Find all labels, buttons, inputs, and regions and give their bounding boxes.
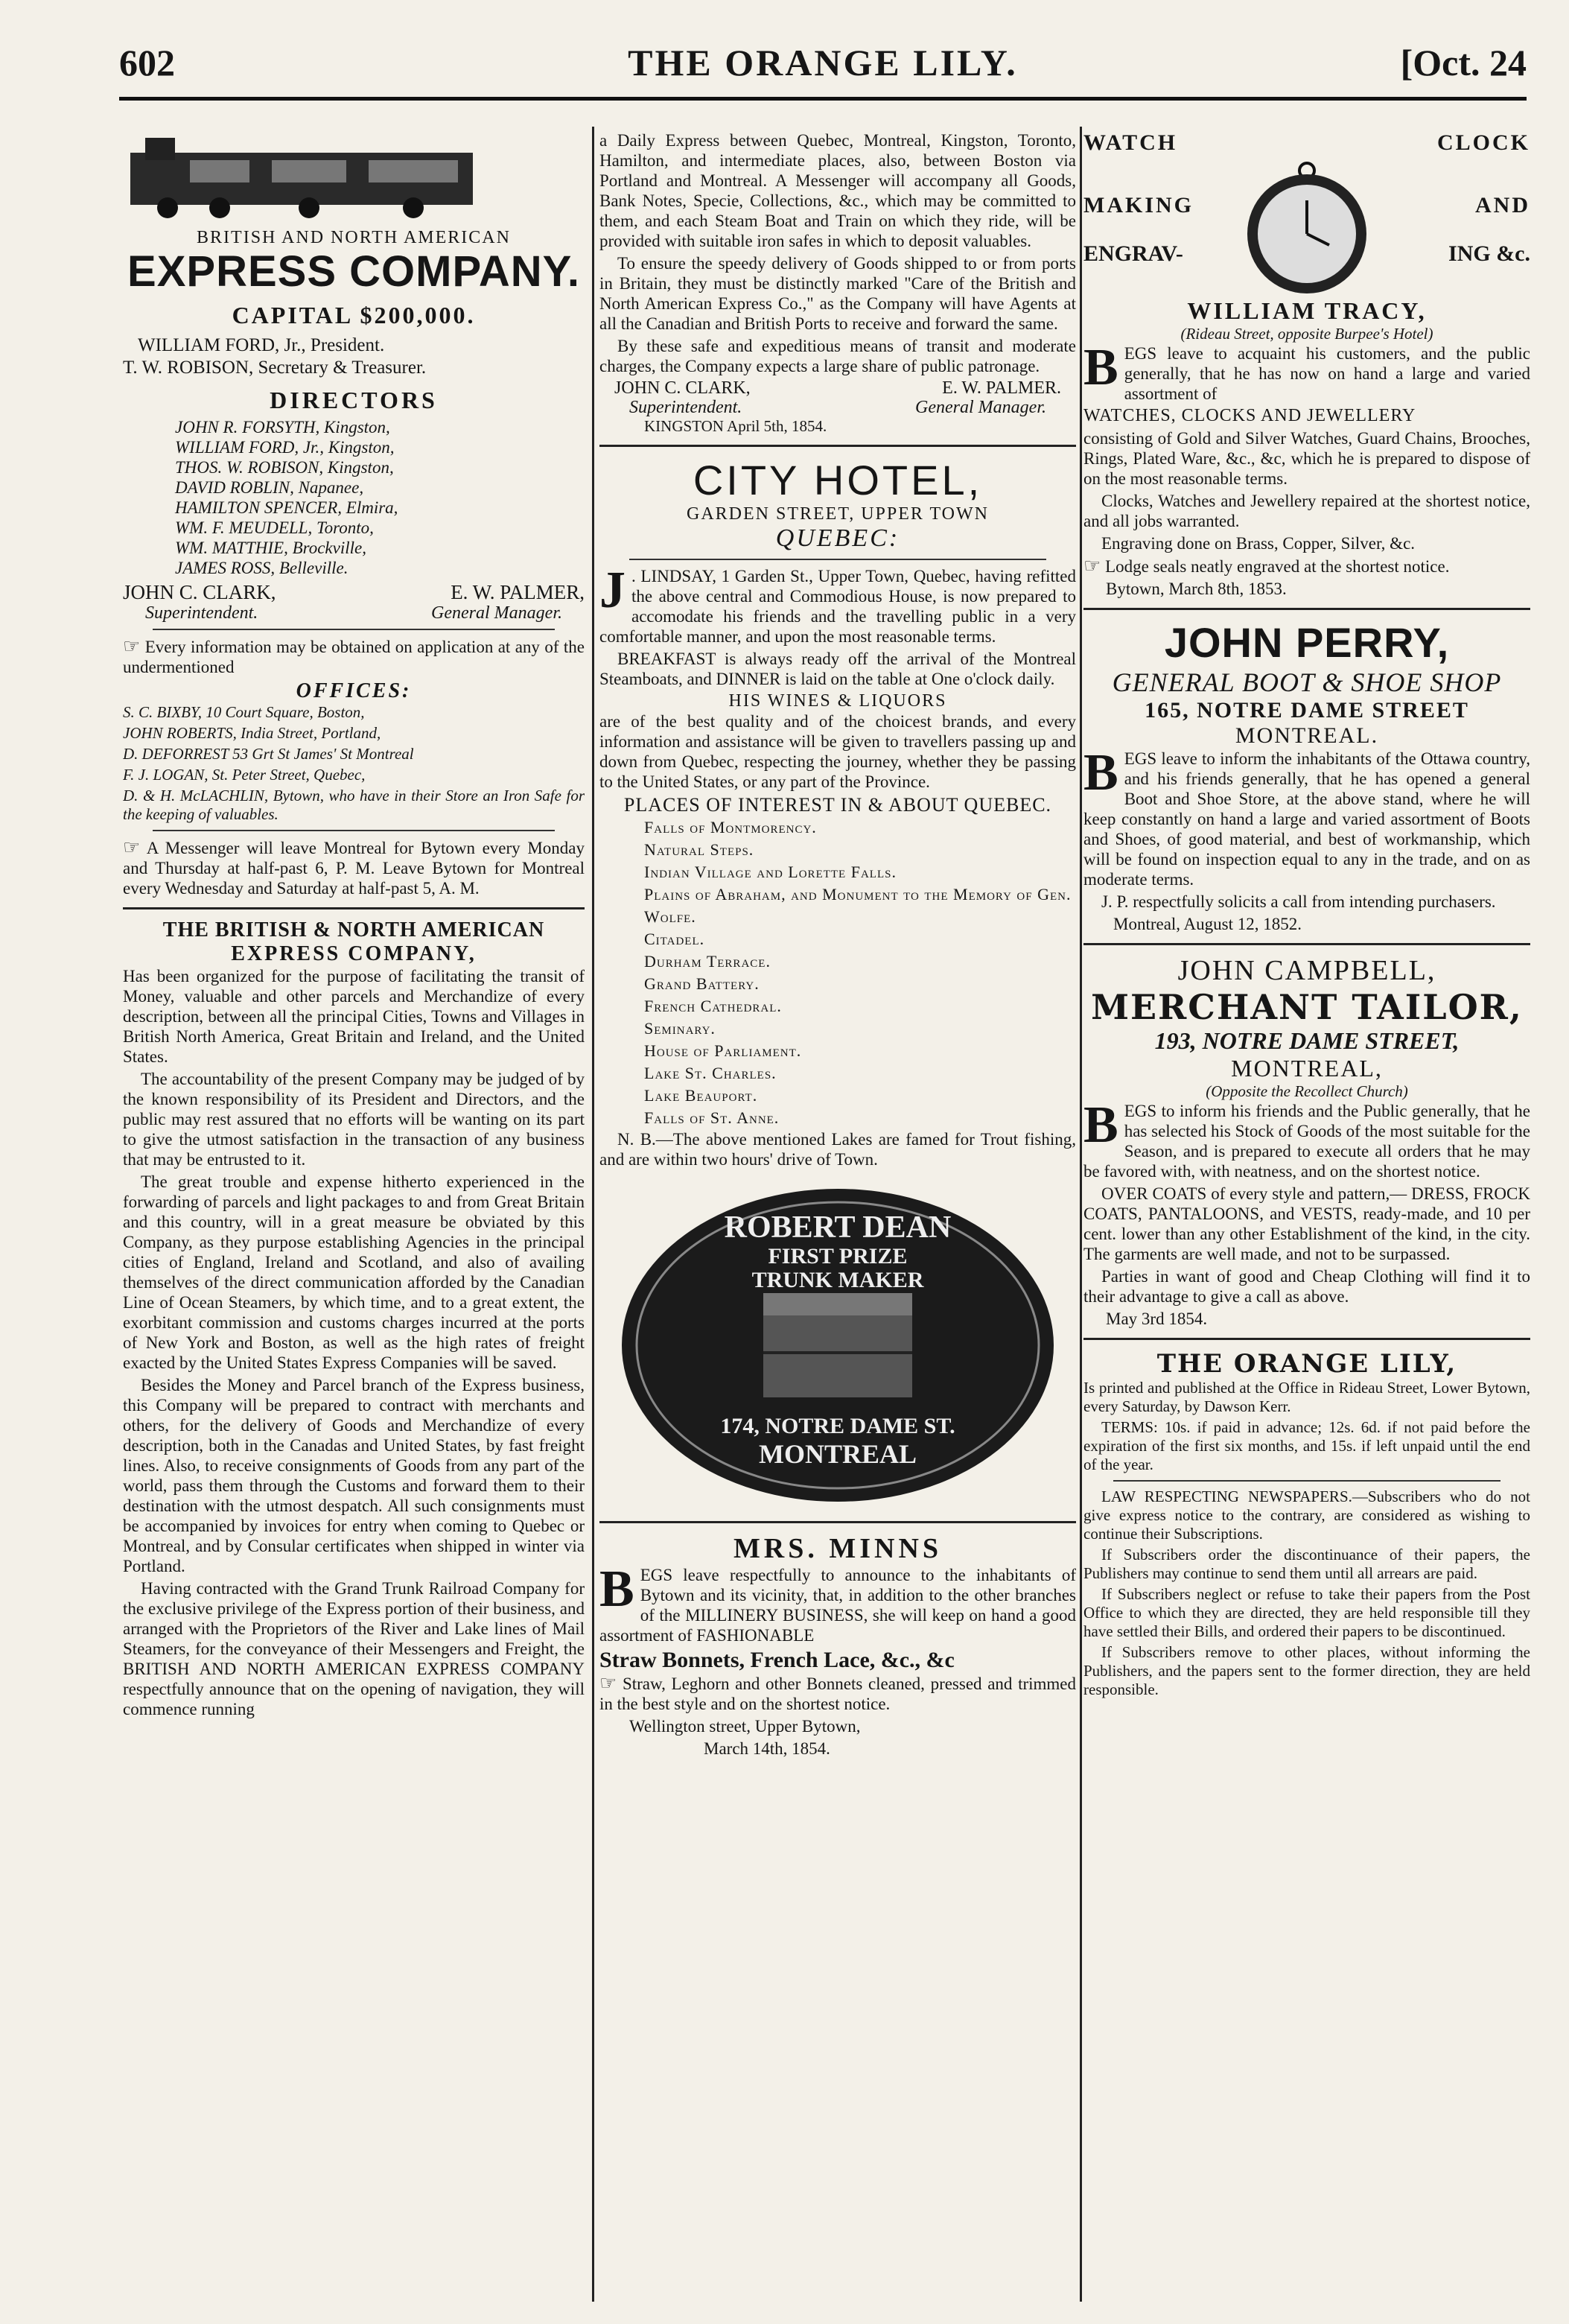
company-paragraph: Has been organized for the purpose of facilitating the transit of Money, valuable and other parcels and Merchandize of every description, between all the principal Cities, Towns and Villages in British North America, Great Britain and Ireland, and the United States. [123,967,585,1066]
officers-row [123,581,585,604]
campbell-trade: MERCHANT TAILOR, [1091,987,1523,1027]
section-rule [599,445,1076,447]
officers-titles [123,604,585,623]
place-item: Lake Beauport. [644,1086,758,1105]
campbell-city: MONTREAL, [1231,1055,1383,1082]
oval-line-2: FIRST PRIZE [768,1244,908,1269]
officer-left-title: Superintendent. [145,603,258,623]
office-item: D. DEFORREST 53 Grt St James' St Montreal [123,745,414,763]
perry-address: 165, NOTRE DAME STREET [1145,698,1469,723]
engrav-word: ENGRAV- [1083,241,1183,266]
info-body: Every information may be obtained on application at any of the undermentioned [123,638,585,676]
drop-cap: B [1083,339,1118,396]
tracy-name: WILLIAM TRACY, [1187,297,1427,324]
lily-paragraph: Is printed and published at the Office in Rideau Street, Lower Bytown, every Saturday, by Dawson Kerr. [1083,1379,1530,1415]
signature-left: JOHN C. CLARK, [614,378,751,398]
clock-word: CLOCK [1436,130,1530,155]
place-item: Lake St. Charles. [644,1064,777,1082]
divider [1113,1480,1500,1482]
train-engraving [123,130,480,220]
minns-headline: Straw Bonnets, French Lace, &c., &c [599,1648,955,1672]
minns-title: MRS. MINNS [733,1533,943,1564]
watch-header-row [1083,130,1530,156]
pocket-watch-icon [1232,156,1381,297]
hotel-paragraph-body: . LINDSAY, 1 Garden St., Upper Town, Quebec, having refitted the above central and Commodious House, is now prepared to accomodate his friends and the travelling public in a very comfortable manner, and upon the most reasonable terms. [599,567,1076,646]
perry-date: Montreal, August 12, 1852. [1113,915,1302,933]
place-item: House of Parliament. [644,1041,802,1060]
minns-paragraph-body: EGS leave respectfully to announce to the inhabitants of Bytown and its vicinity, that, in addition to the other branches of the MILLINERY BUSINESS, she will keep on hand a good assortment of FASHIONABLE [599,1566,1076,1645]
express-title: EXPRESS COMPANY. [127,247,580,296]
signature-left-title: Superintendent. [629,398,742,417]
tracy-paragraph: Engraving done on Brass, Copper, Silver, &c. [1101,534,1416,553]
company-paragraph: The accountability of the present Company may be judged of by the known responsibility of its President and Directors, and the public may rest assured that no efforts will be wanting on its part to give the utmost satisfaction in the transaction of any business that may be entrusted to it. [123,1070,585,1169]
section-rule [123,907,585,909]
masthead [119,41,1527,93]
tracy-paragraph: consisting of Gold and Silver Watches, Guard Chains, Brooches, Rings, Plated Ware, &c., &c, which he is prepared to dispose of on the most reasonable terms. [1083,429,1530,488]
perry-title: JOHN PERRY, [1164,619,1450,666]
hotel-paragraph [599,562,1076,647]
express-continuation: a Daily Express between Quebec, Montreal, Kingston, Toronto, Hamilton, and intermediate places, also, between Boston via Portland and Montreal. A Messenger will accompany all Goods, Bank Notes, Specie, Collections, &c., which may be committed to them, and each Steam Boat and Train on which they ride, will be provided with suitable iron safes in which to deposit valuables. [599,131,1076,250]
signature-date: KINGSTON April 5th, 1854. [644,417,827,435]
company-paragraph: Having contracted with the Grand Trunk Railroad Company for the exclusive privilege of the Express portion of their business, and arranged with the Proprietors of the River and Lake lines of Mail Steamers, for the conveyance of their Messengers and Freight, the BRITISH AND NORTH AMERICAN EXPRESS COMPANY respectfully announce that on the opening of navigation, they will commence running [123,1579,585,1718]
officer-left: JOHN C. CLARK, [123,581,276,603]
minns-date: March 14th, 1854. [704,1739,830,1758]
perry-city: MONTREAL. [1235,723,1379,748]
lily-title: THE ORANGE LILY, [1156,1349,1457,1379]
divider [153,629,555,630]
office-item: D. & H. McLACHLIN, Bytown, who have in their Store an Iron Safe for the keeping of valuables. [123,787,585,823]
place-item: Indian Village and Lorette Falls. [644,863,897,881]
drop-cap: J [599,562,626,619]
director-item: HAMILTON SPENCER, Elmira, [175,498,398,517]
section-rule [1083,1338,1530,1340]
hotel-paragraph: BREAKFAST is always ready off the arrival of the Montreal Steamboats, and DINNER is laid on the table at One o'clock daily. [599,650,1076,688]
messenger-text [123,837,585,898]
and-word: AND [1475,193,1530,218]
director-item: JAMES ROSS, Belleville. [175,559,349,577]
tracy-goods: WATCHES, CLOCKS AND JEWELLERY [1083,406,1416,425]
tracy-paragraph [1083,339,1530,404]
divider [153,830,555,831]
place-item: Seminary. [644,1019,716,1038]
tracy-paragraph-body: Lodge seals neatly engraved at the shortest notice. [1105,557,1450,576]
pointing-hand-icon: ☞ [123,836,141,858]
place-item: Grand Battery. [644,974,760,993]
director-item: JOHN R. FORSYTH, Kingston, [175,418,390,436]
director-item: WILLIAM FORD, Jr., Kingston, [175,438,395,457]
tracy-paragraph [1083,556,1530,577]
tracy-paragraph: Clocks, Watches and Jewellery repaired at the shortest notice, and all jobs warranted. [1083,492,1530,530]
lily-paragraph: TERMS: 10s. if paid in advance; 12s. 6d. if not paid before the expiration of the first six months, and 15s. if left unpaid until the end of the year. [1083,1418,1530,1473]
perry-paragraph-body: EGS leave to inform the inhabitants of the Ottawa country, and his friends generally, that he has opened a general Boot and Shoe Store, at the above stand, where he will keep constantly on hand a large and varied assortment of Boots and Shoes, of good material, and best of workmanship, which will be found on inspection equal to any in the trade, and on as moderate terms. [1083,749,1530,889]
perry-paragraph: J. P. respectfully solicits a call from intending purchasers. [1101,892,1496,911]
drop-cap: B [599,1561,634,1618]
wines-heading: HIS WINES & LIQUORS [728,691,947,711]
perry-paragraph [1083,744,1530,889]
pointing-hand-icon: ☞ [123,635,141,657]
column-rule-2 [1080,127,1082,2302]
oval-line-4: 174, NOTRE DAME ST. [720,1414,955,1438]
directors-list [175,417,585,578]
campbell-paragraph: OVER COATS of every style and pattern,— DRESS, FROCK COATS, PANTALOONS, and VESTS, ready-made, and 10 per cent. lower than any other Establishment of the kind, in the city. The garments are well made, and not to be surpassed. [1083,1184,1530,1263]
place-item: Plains of Abraham, and Monument to the Memory of Gen. Wolfe. [644,885,1072,926]
hotel-paragraph: are of the best quality and of the choicest brands, and every information and assistance will be given to travellers passing up and down from Quebec, respecting the journey, whether they be passing to the United States, or any part of the Province. [599,712,1076,791]
lily-paragraph: If Subscribers remove to other places, without informing the Publishers, and the papers sent to the former direction, they are held responsible. [1083,1643,1530,1698]
minns-paragraph [599,1561,1076,1645]
express-subhead: BRITISH AND NORTH AMERICAN [197,228,511,247]
minns-paragraph-body: Straw, Leghorn and other Bonnets cleaned, pressed and trimmed in the best style and on the shortest notice. [599,1674,1076,1713]
company-paragraph: The great trouble and expense hitherto experienced in the forwarding of parcels and light packages to and from Great Britain and this country, will in a great measure be obviated by this Company, as they purpose establishing Agencies in the principal cities of England, Ireland and Scotland, and also of availing themselves of the direct communication afforded by the Canadian Line of Ocean Steamers, by which time, and to a great extent, the exorbitant commission and customs charges incurred at the ports of New York and Boston, as well as the high rates of freight exacted by the United States Express Companies will be saved. [123,1172,585,1372]
minns-paragraph [599,1673,1076,1714]
campbell-date: May 3rd 1854. [1106,1309,1208,1328]
column-rule-1 [592,127,594,2302]
trunk-maker-oval-engraving [614,1181,1061,1509]
place-item: Natural Steps. [644,840,754,859]
signature-right: E. W. PALMER. [942,378,1061,398]
tracy-date: Bytown, March 8th, 1853. [1106,580,1287,598]
issue-date: [Oct. 24 [1400,42,1527,83]
campbell-name: JOHN CAMPBELL, [1177,955,1436,986]
place-item: Citadel. [644,930,705,948]
express-capital: CAPITAL $200,000. [232,302,476,328]
office-item: F. J. LOGAN, St. Peter Street, Quebec, [123,766,366,784]
signatures [599,378,1076,399]
pointing-hand-icon: ☞ [599,1672,617,1694]
place-item: French Cathedral. [644,997,782,1015]
oval-line-3: TRUNK MAKER [751,1268,924,1292]
section-rule [599,1521,1076,1523]
hotel-title: CITY HOTEL, [693,457,983,504]
perry-subtitle: GENERAL BOOT & SHOE SHOP [1112,667,1502,697]
signature-right-title: General Manager. [915,398,1046,417]
director-item: DAVID ROBLIN, Napanee, [175,478,364,497]
tracy-paragraph-body: EGS leave to acquaint his customers, and the public generally, that he has now on hand a large and varied assortment of [1124,344,1530,403]
hotel-city: QUEBEC: [775,524,900,552]
secretary-line: T. W. ROBISON, Secretary & Treasurer. [123,358,427,378]
directors-heading: DIRECTORS [270,387,438,413]
campbell-paragraph-body: EGS to inform his friends and the Public generally, that he has selected his Stock of Goods of the most suitable for the Season, and is prepared to execute all orders that he may be favored with, with neatness, and on the shortest notice. [1083,1102,1530,1181]
drop-cap: B [1083,1096,1118,1154]
officer-right: E. W. PALMER, [451,581,585,603]
place-item: Durham Terrace. [644,952,771,971]
drop-cap: B [1083,744,1118,801]
director-item: WM. F. MEUDELL, Toronto, [175,518,374,537]
oval-line-1: ROBERT DEAN [724,1210,952,1245]
pointing-hand-icon: ☞ [1083,555,1101,577]
column-1 [123,130,585,2298]
lily-paragraph: If Subscribers order the discontinuance of their papers, the Publishers may continue to send them until all arrears are paid. [1083,1546,1530,1582]
lily-paragraph: LAW RESPECTING NEWSPAPERS.—Subscribers who do not give express notice to the contrary, are considered as wishing to continue their Subscriptions. [1083,1488,1530,1543]
offices-heading: OFFICES: [296,679,412,702]
express-paragraph: By these safe and expeditious means of transit and moderate charges, the Company expects a large share of public patronage. [599,337,1076,375]
watch-word: WATCH [1083,130,1178,155]
campbell-address: 193, NOTRE DAME STREET, [1154,1027,1460,1054]
messenger-body: A Messenger will leave Montreal for Bytown every Monday and Thursday at half-past 6, P. M. Leave Bytown for Montreal every Wednesday and Saturday at half-past 5, A. M. [123,839,585,898]
director-item: THOS. W. ROBISON, Kingston, [175,458,394,477]
campbell-paragraph: Parties in want of good and Cheap Clothing will find it to their advantage to give a call as above. [1083,1267,1530,1306]
minns-sign: Wellington street, Upper Bytown, [629,1717,861,1736]
express-paragraph: To ensure the speedy delivery of Goods shipped to or from ports in Britain, they must be distinctly marked "Care of the British and North American Express Co.," as the Company will have Agents at all the Canadian and British Ports to receive and forward the same. [599,254,1076,333]
page-number: 602 [119,42,175,83]
places-heading: PLACES OF INTEREST IN & ABOUT QUEBEC. [623,794,1052,816]
column-3 [1083,130,1530,2298]
director-item: WM. MATTHIE, Brockville, [175,539,366,557]
paper-title: THE ORANGE LILY. [628,42,1018,83]
place-item: Falls of St. Anne. [644,1108,780,1127]
masthead-rule [119,97,1527,101]
campbell-paragraph [1083,1096,1530,1181]
company-title-2: EXPRESS COMPANY, [231,942,477,965]
watch-engraving-block [1083,156,1530,267]
tracy-address: (Rideau Street, opposite Burpee's Hotel) [1180,325,1433,343]
company-title-1: THE BRITISH & NORTH AMERICAN [162,918,545,942]
company-paragraph: Besides the Money and Parcel branch of the Express business, this Company will be prepared to contract with merchants and others, for the delivery of Goods and Merchandize of every description, both in the Canadas and United States, by fast freight lines. Also, to receive consignments of Goods from any part of the world, pass them through the Customs and forward them to their destination with the utmost despatch. All such consignments must be accompanied by invoices for entry when coming to Quebec or Montreal, and by Consular certificates when shipped in winter via Portland. [123,1376,585,1575]
info-text [123,636,585,677]
lily-paragraph: If Subscribers neglect or refuse to take their papers from the Post Office to which they are directed, they are held responsible till they have settled their Bills, and ordered their papers to be discontinued. [1083,1585,1530,1640]
section-rule [1083,943,1530,945]
office-item: JOHN ROBERTS, India Street, Portland, [123,724,381,742]
president-line: WILLIAM FORD, Jr., President. [138,335,385,355]
campbell-note: (Opposite the Recollect Church) [1206,1082,1408,1100]
place-item: Falls of Montmorency. [644,818,817,836]
divider [629,559,1046,560]
hotel-street: GARDEN STREET, UPPER TOWN [686,504,989,524]
oval-line-5: MONTREAL [758,1439,917,1469]
ing-word: ING &c. [1448,241,1530,266]
signature-titles [599,399,1076,417]
officer-right-title: General Manager. [431,603,562,623]
section-rule [1083,608,1530,610]
hotel-note: N. B.—The above mentioned Lakes are famed for Trout fishing, and are within two hours' drive of Town. [599,1130,1076,1169]
making-word: MAKING [1083,193,1194,218]
office-item: S. C. BIXBY, 10 Court Square, Boston, [123,703,365,721]
column-2 [599,130,1076,2298]
